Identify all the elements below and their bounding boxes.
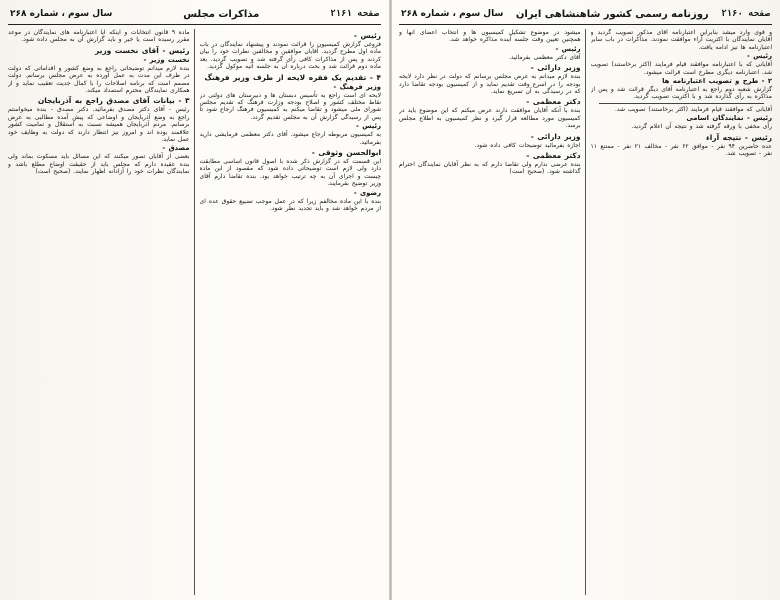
speaker-heading: رئیس - [555,44,581,53]
article-paragraph: بنده با این ماده مخالفم زیرا که در عمل موجب تضییع حقوق عده ای از مردم خواهد شد و باید تجدید نظر شود. [199,197,381,213]
left-page-number: صفحه ۲۱۶۱ [330,9,379,19]
right-page-columns [399,29,772,595]
left-page-column-right [200,29,382,595]
speaker-heading: نخست وزیر - [143,55,190,64]
speaker-heading: رئیس - نمایندگان اسامی [686,114,772,123]
article-paragraph: آقایانی که موافقند قیام فرمایند (اکثر برخاستند) تصویب شد. [614,105,772,113]
article-paragraph: لایحه ای است راجع به تأسیس دبستان ها و دبیرستان های دولتی در نقاط مختلف کشور و اصلاح بودجه وزارت فرهنگ که تقدیم مجلس شورای ملی میشود و تقاضا میکنم به کمیسیون فرهنگ ارجاع شود تا پس از رسیدگی گزارش آن به مجلس تقدیم گردد. [199,91,381,121]
article-paragraph: بعضی از آقایان تصور میکنند که این مسائل باید مسکوت بماند ولی بنده عقیده دارم که مجلس باید از حقیقت اوضاع مطلع باشد و نمایندگان نظرات خود را آزادانه اظهار نمایند. (صحیح است) [8,153,190,176]
speaker-heading: رئیس - آقای نخست وزیر [95,45,190,55]
article-paragraph: بنده لازم میدانم توضیحاتی راجع به وضع کشور و اقداماتی که دولت در ظرف این مدت به عمل آورده به عرض مجلس برسانم. دولت مصمم است که برنامه اصلاحات را با کمال جدیت تعقیب نماید و از همکاری نمایندگان محترم استمداد میکند. [8,64,190,95]
article-paragraph: رأی مخفی با ورقه گرفته شد و نتیجه آن اعلام گردید. [631,123,772,131]
left-page-issue: سال سوم ، شماره ۲۶۸ [10,9,113,19]
article-paragraph: این قسمت که در گزارش ذکر شده با اصول قانون اساسی مطابقت دارد ولی لازم است توضیحاتی داده شود که مقصود از این ماده چیست و اجرای آن به چه ترتیب خواهد بود. بنده تقاضا دارم آقای وزیر توضیح بفرمایند. [199,158,381,188]
article-paragraph: گزارش شعبه دوم راجع به اعتبارنامه آقای دیگر قرائت شد و پس از مذاکره به رأی گذارده شد و با اکثریت تصویب گردید. [590,86,772,101]
article-paragraph: آقای دکتر معظمی بفرمائید. [508,53,581,61]
left-page-header [8,6,381,25]
right-page-column-left [399,29,586,595]
left-page-title: مذاکرات مجلس [183,8,260,20]
article-paragraph: بنده عرضی ندارم ولی تقاضا دارم که به نظر آقایان نمایندگان احترام گذاشته شود. (صحیح است) [399,161,581,176]
speaker-heading: رئیس - [355,122,381,131]
speaker-heading: رئیس - نتیجه آراء [706,132,772,142]
speaker-heading: ابوالحسن وثوقی - [311,148,381,158]
speaker-heading: ۲ - طرح و تصویب اعتبارنامه ها [662,77,772,86]
page-gutter [389,0,392,600]
section-divider [599,103,765,104]
speaker-heading: وزیر دارائی - [530,63,581,73]
article-paragraph: ماده ۹ قانون انتخابات و اینکه آیا اعتبارنامه های نمایندگان در موعد مقرر رسیده است یا خیر و باید گزارش آن به مجلس داده شود. [8,29,190,44]
right-page [393,0,778,600]
article-paragraph: به کمیسیون مربوطه ارجاع میشود. آقای دکتر معظمی فرمایشی دارید بفرمائید. [199,131,381,146]
speaker-heading: ۳ - بیانات آقای مصدق راجع به آذربایجان [37,96,190,106]
speaker-heading: دکتر معظمی - [526,97,581,107]
right-page-header [399,6,772,25]
right-page-title: روزنامه رسمی کشور شاهنشاهی ایران [515,8,709,20]
article-paragraph: و قوی وارد میشد بنابراین اعتبارنامه آقای مذکور تصویب گردید و آقایان نمایندگان با اکثریت آراء موافقت نمودند. مذاکرات در باب سایر اعتبارنامه ها نیز ادامه یافت. [590,29,772,51]
left-page [2,0,387,600]
article-paragraph: عده حاضرین ۹۴ نفر - موافق ۶۲ نفر - مخالف ۲۱ نفر - ممتنع ۱۱ نفر - تصویب شد. [590,142,772,158]
left-page-column-left [8,29,195,595]
left-page-columns [8,29,381,595]
article-paragraph: اجازه بفرمائید توضیحات کافی داده شود. [474,141,581,149]
article-paragraph: رئیس - آقای دکتر مصدق بفرمائید. دکتر مصدق - بنده میخواستم راجع به وضع آذربایجان و اوضاعی که پیش آمده مطالبی به عرض برسانم. مردم آذربایجان همیشه نسبت به استقلال و تمامیت کشور علاقمند بوده اند و امروز نیز انتظار دارند که دولت به وظایف خود عمل نماید. [8,106,190,144]
speaker-heading: دکتر معظمی - [526,151,581,161]
article-paragraph: میشود در موضوع تشکیل کمیسیون ها و انتخاب اعضای آنها و همچنین تعیین وقت جلسه آینده مذاکره خواهد شد. [399,29,581,44]
right-page-column-right [591,29,773,595]
speaker-heading: رضوی - [353,188,381,197]
article-paragraph: بنده لازم میدانم به عرض مجلس برسانم که دولت در نظر دارد لایحه بودجه را در اسرع وقت تقدیم نماید و از کمیسیون بودجه تقاضا دارد که در رسیدگی به آن تسریع نماید. [399,73,581,96]
speaker-heading: وزیر دارائی - [530,131,581,141]
speaker-heading: رئیس - [746,52,772,61]
speaker-heading: رئیس - [353,31,381,40]
right-page-issue: سال سوم ، شماره ۲۶۸ [401,9,504,19]
right-page-number: صفحه ۲۱۶۰ [721,9,770,19]
speaker-heading: مصدق - [162,144,190,153]
speaker-heading: وزیر فرهنگ - [333,82,381,91]
speaker-heading: ۴ - تقدیم یک فقره لایحه از طرف وزیر فرهنگ [204,72,381,82]
article-paragraph: آقایانی که با اعتبارنامه موافقند قیام فرمایند (اکثر برخاستند) تصویب شد. اعتبارنامه دیگری مطرح است قرائت میشود. [590,61,772,76]
article-paragraph: بنده با آنکه آقایان موافقت دارند عرض میکنم که این موضوع باید در کمیسیون مورد مطالعه قرار گیرد و نظر کمیسیون به اطلاع مجلس برسد. [399,107,581,130]
article-paragraph: فروغی گزارش کمیسیون را قرائت نمودند و پیشنهاد نمایندگان در باب ماده اول مطرح گردید. آقایان موافقین و مخالفین نظرات خود را بیان کردند و پس از مذاکرات کافی رأی گرفته شد و تصویب گردید. بعد ماده دوم قرائت شد و بحث درباره آن به جلسه آتیه موکول گردید. [199,41,381,71]
